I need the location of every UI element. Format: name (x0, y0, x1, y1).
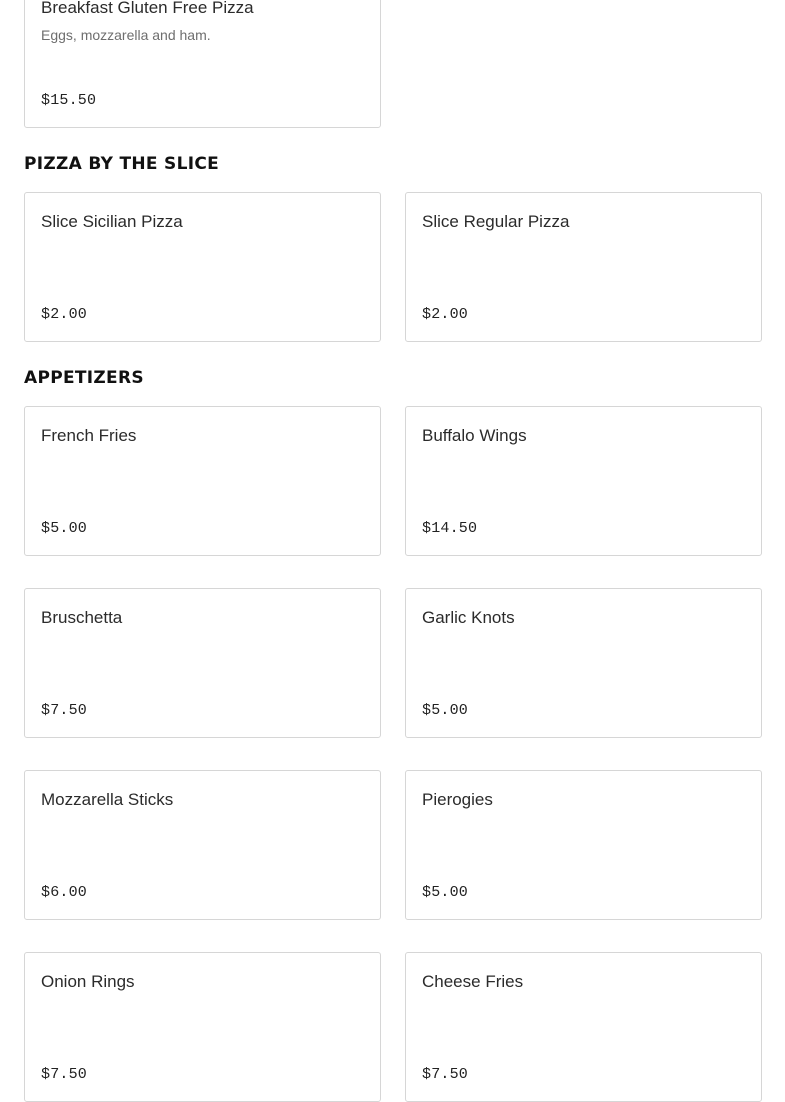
menu-item-price: $7.50 (422, 1066, 469, 1083)
section-heading-appetizers: APPETIZERS (24, 368, 144, 388)
menu-item-price: $5.00 (422, 702, 469, 719)
menu-item-name: Breakfast Gluten Free Pizza (41, 0, 254, 17)
menu-item-card-onion-rings[interactable] (24, 952, 381, 1102)
menu-item-name: Garlic Knots (422, 608, 515, 627)
menu-item-card-pierogies[interactable] (405, 770, 762, 920)
menu-item-name: Bruschetta (41, 608, 123, 627)
menu-item-card-cheese-fries[interactable] (405, 952, 762, 1102)
menu-item-card-mozzarella-sticks[interactable] (24, 770, 381, 920)
menu-item-card-breakfast-gluten-free-pizza[interactable] (24, 0, 381, 128)
menu-item-price: $2.00 (422, 306, 469, 323)
menu-item-price: $14.50 (422, 520, 478, 537)
menu-item-price: $7.50 (41, 702, 88, 719)
menu-item-price: $2.00 (41, 306, 88, 323)
menu-item-card-bruschetta[interactable] (24, 588, 381, 738)
menu-item-name: Slice Sicilian Pizza (41, 212, 183, 231)
menu-item-card-garlic-knots[interactable] (405, 588, 762, 738)
menu-item-name: French Fries (41, 426, 137, 445)
menu-item-name: Cheese Fries (422, 972, 524, 991)
menu-item-name: Buffalo Wings (422, 426, 527, 445)
menu-item-name: Onion Rings (41, 972, 135, 991)
menu-item-price: $5.00 (422, 884, 469, 901)
menu-item-price: $6.00 (41, 884, 88, 901)
menu-item-price: $15.50 (41, 92, 97, 109)
menu-item-card-french-fries[interactable] (24, 406, 381, 556)
menu-item-name: Mozzarella Sticks (41, 790, 174, 809)
menu-item-card-buffalo-wings[interactable] (405, 406, 762, 556)
menu-item-price: $7.50 (41, 1066, 88, 1083)
menu-item-description: Eggs, mozzarella and ham. (41, 27, 211, 43)
section-heading-pizza-by-the-slice: PIZZA BY THE SLICE (24, 154, 220, 174)
menu-item-card-slice-sicilian-pizza[interactable] (24, 192, 381, 342)
menu-item-card-slice-regular-pizza[interactable] (405, 192, 762, 342)
menu-item-name: Slice Regular Pizza (422, 212, 570, 231)
menu-item-name: Pierogies (422, 790, 493, 809)
menu-item-price: $5.00 (41, 520, 88, 537)
